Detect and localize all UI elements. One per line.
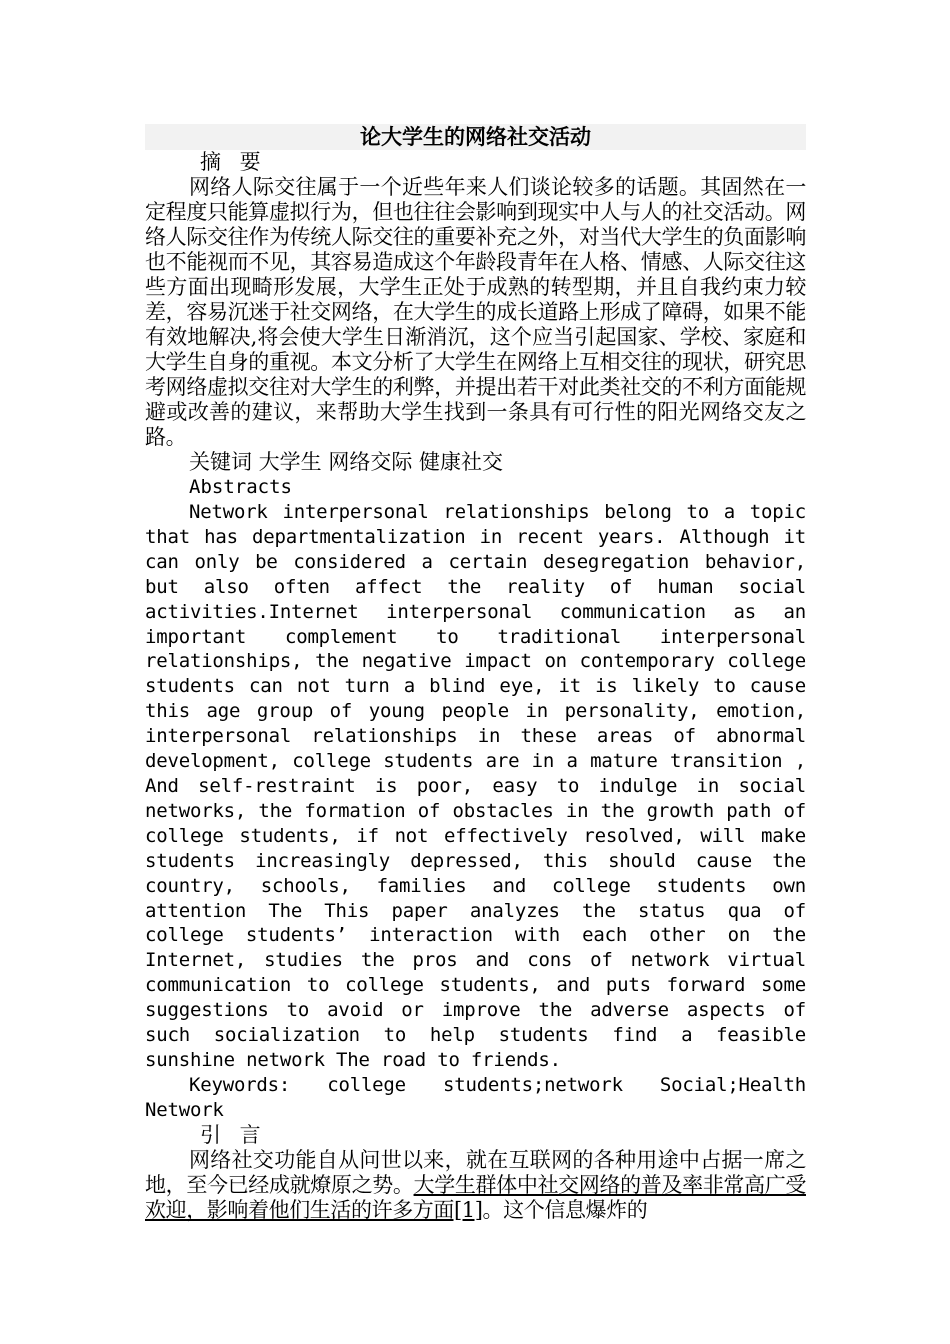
citation-underlined-text: 大学生群体中社交网络的普及率非常高广受欢迎，影响着他们生活的许多方面[1] [145, 1172, 806, 1222]
introduction-text-part2: 。这个信息爆炸的 [482, 1197, 648, 1222]
keywords-chinese: 关键词 大学生 网络交际 健康社交 [189, 450, 504, 474]
document-page [145, 124, 806, 1223]
abstract-english: Network interpersonal relationships belong to a topic that has departmentalization in recent years. Although it can only be considered a certain desegregation behavior, but also often affect the reality of human social activities.Internet interpersonal communication as an important complement to traditional interpersonal relationships, the negative impact on contemporary college students can not turn a blind eye, it is likely to cause this age group of young people in personality, emotion, interpersonal relationships in these areas of abnormal development, college students are in a mature transition , And self-restraint is poor, easy to indulge in social networks, the formation of obstacles in the growth path of college students, if not effectively resolved, will make students increasingly depressed, this should cause the country, schools, families and college students own attention The This paper analyzes the status qua of college students’ interaction with each other on the Internet, studies the pros and cons of network virtual communication to college students, and puts forward some suggestions to avoid or improve the adverse aspects of such socialization to help students find a feasible sunshine network The road to friends. [145, 501, 806, 1071]
abstract-heading: 摘 要 [200, 150, 267, 174]
document-title: 论大学生的网络社交活动 [360, 125, 591, 149]
abstract-english-heading: Abstracts [189, 476, 292, 498]
introduction-text-part1: 网络社交功能自从问世以来，就在互联网的各种用途中占据一席之地，至今已经成就燎原之势。 [145, 1147, 806, 1197]
introduction-paragraph [145, 1148, 806, 1223]
introduction-heading: 引 言 [200, 1122, 267, 1147]
keywords-english: Keywords: college students;network Social;Health Network [145, 1073, 806, 1121]
abstract-chinese: 网络人际交往属于一个近些年来人们谈论较多的话题。其固然在一定程度只能算虚拟行为，但也往往会影响到现实中人与人的社交活动。网络人际交往作为传统人际交往的重要补充之外，对当代大学生的负面影响也不能视而不见，其容易造成这个年龄段青年在人格、情感、人际交往这些方面出现畸形发展，大学生正处于成熟的转型期，并且自我约束力较差，容易沉迷于社交网络，在大学生的成长道路上形成了障碍，如果不能有效地解决,将会使大学生日渐消沉，这个应当引起国家、学校、家庭和大学生自身的重视。本文分析了大学生在网络上互相交往的现状，研究思考网络虚拟交往对大学生的利弊，并提出若干对此类社交的不利方面能规避或改善的建议，来帮助大学生找到一条具有可行性的阳光网络交友之路。 [145, 175, 806, 449]
title-bar [145, 124, 806, 150]
